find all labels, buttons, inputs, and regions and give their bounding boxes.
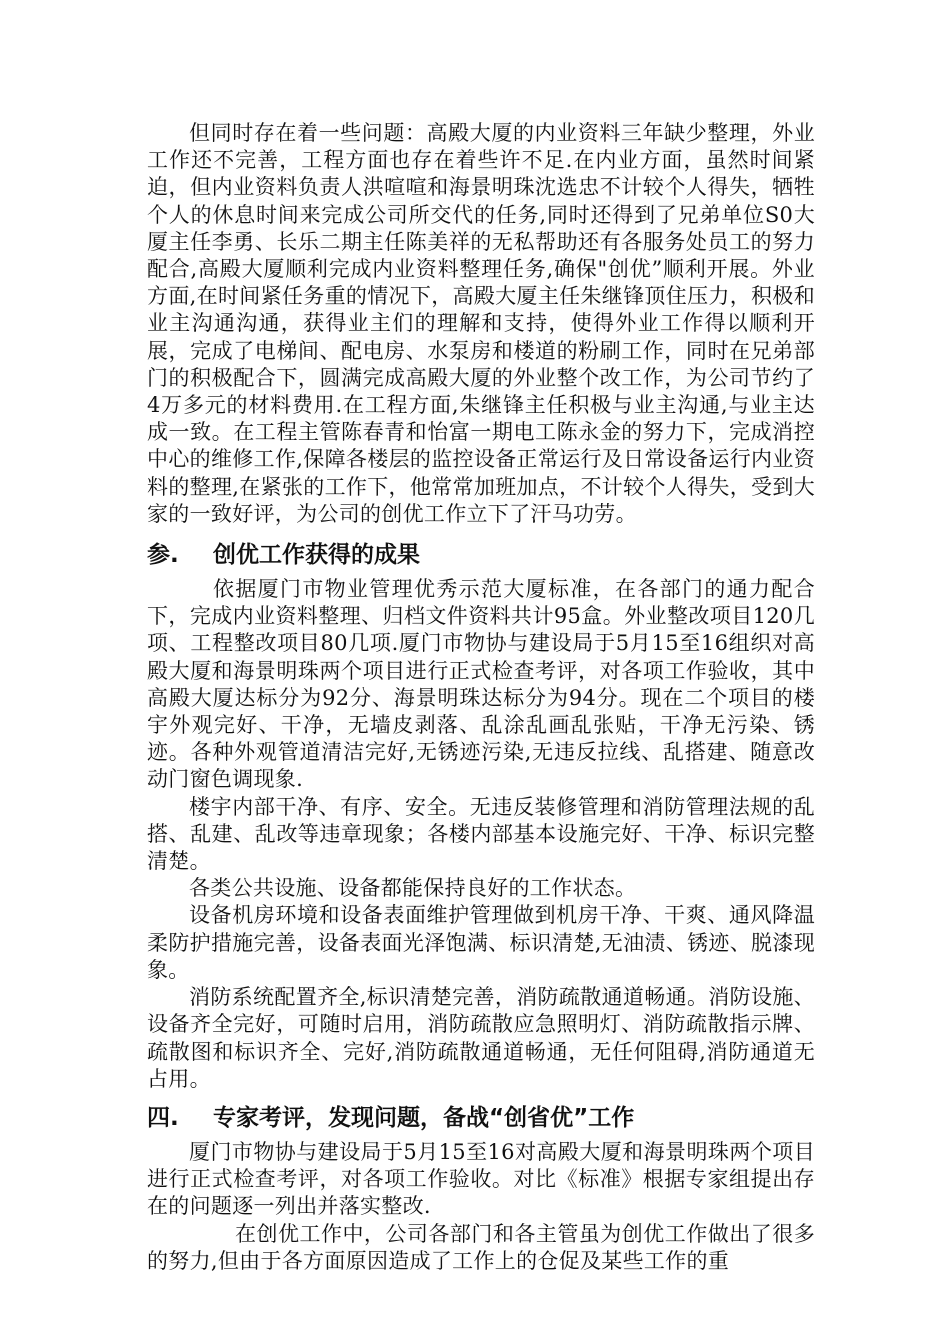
section-number: 四. <box>147 1104 179 1131</box>
review-paragraph: 在创优工作中，公司各部门和各主管虽为创优工作做出了很多的努力,但由于各方面原因造成了工作上的仓促及某些工作的重 <box>147 1221 815 1273</box>
document-page <box>147 120 815 1275</box>
section-number: 参. <box>147 542 179 569</box>
section-heading-results <box>147 540 815 570</box>
problems-paragraph: 但同时存在着一些问题：高殿大厦的内业资料三年缺少整理，外业工作还不完善，工程方面也存在着些许不足.在内业方面，虽然时间紧迫，但内业资料负责人洪喧喧和海景明珠沈选忠不计较个人得失，牺牲个人的休息时间来完成公司所交代的任务,同时还得到了兄弟单位S0大厦主任李勇、长乐二期主任陈美祥的无私帮助还有各服务处员工的努力配合,高殿大厦顺利完成内业资料整理任务,确保"创优”顺利开展。外业方面,在时间紧任务重的情况下，高殿大厦主任朱继锋顶住压力，积极和业主沟通沟通，获得业主们的理解和支持，使得外业工作得以顺利开展，完成了电梯间、配电房、水泵房和楼道的粉刷工作，同时在兄弟部门的积极配合下，圆满完成高殿大厦的外业整个改工作，为公司节约了4万多元的材料费用.在工程方面,朱继锋主任积极与业主沟通,与业主达成一致。在工程主管陈春青和怡富一期电工陈永金的努力下，完成消控中心的维修工作,保障各楼层的监控设备正常运行及日常设备运行内业资料的整理,在紧张的工作下，他常常加班加点，不计较个人得失，受到大家的一致好评，为公司的创优工作立下了汗马功劳。 <box>147 121 815 526</box>
review-paragraph: 厦门市物协与建设局于5月15至16对高殿大厦和海景明珠两个项目进行正式检查考评，对各项工作验收。对比《标准》根据专家组提出存在的问题逐一列出并落实整改. <box>147 1139 815 1219</box>
results-paragraph: 消防系统配置齐全,标识清楚完善，消防疏散通道畅通。消防设施、设备齐全完好，可随时启用，消防疏散应急照明灯、消防疏散指示牌、疏散图和标识齐全、完好,消防疏散通道畅通，无任何阻碍,消防通道无占用。 <box>147 985 815 1091</box>
section-heading-expert-review <box>147 1103 815 1133</box>
results-paragraph: 楼宇内部干净、有序、安全。无违反装修管理和消防管理法规的乱搭、乱建、乱改等违章现象；各楼内部基本设施完好、干净、标识完整清楚。 <box>147 794 815 874</box>
section-title: 专家考评，发现问题，备战“创省优”工作 <box>213 1104 635 1131</box>
results-paragraph: 依据厦门市物业管理优秀示范大厦标准，在各部门的通力配合下，完成内业资料整理、归档文件资料共计95盒。外业整改项目120几项、工程整改项目80几项.厦门市物协与建设局于5月15至16组织对高殿大厦和海景明珠两个项目进行正式检查考评，对各项工作验收，其中高殿大厦达标分为92分、海景明珠达标分为94分。现在二个项目的楼宇外观完好、干净，无墙皮剥落、乱涂乱画乱张贴，干净无污染、锈迹。各种外观管道清洁完好,无锈迹污染,无违反拉线、乱搭建、随意改动门窗色调现象. <box>147 577 815 792</box>
results-paragraph: 各类公共设施、设备都能保持良好的工作状态。 <box>189 876 637 901</box>
results-paragraph: 设备机房环境和设备表面维护管理做到机房干净、干爽、通风降温柔防护措施完善，设备表面光泽饱满、标识清楚,无油渍、锈迹、脱漆现象。 <box>147 903 815 982</box>
section-title: 创优工作获得的成果 <box>213 542 420 569</box>
